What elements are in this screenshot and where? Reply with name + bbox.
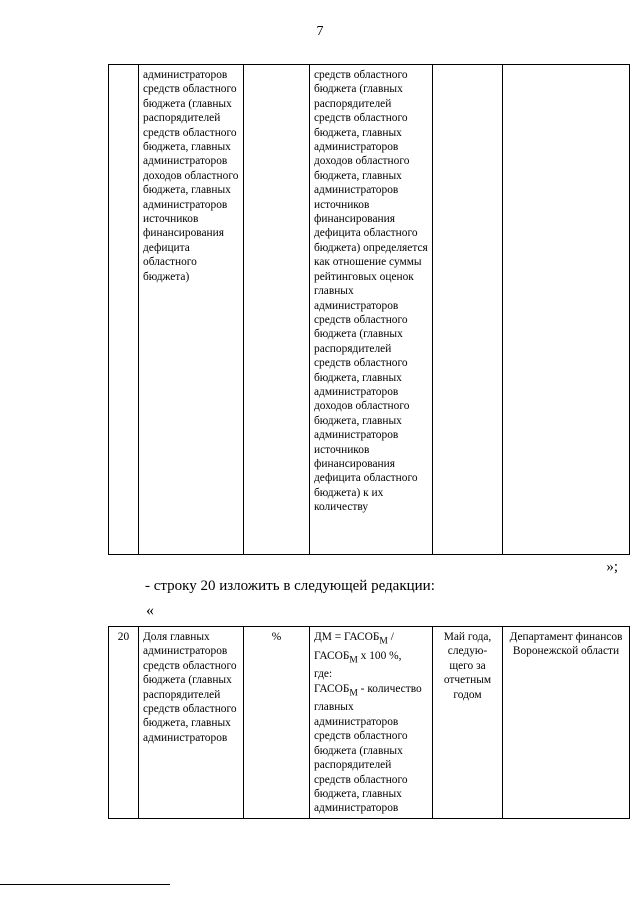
footnote-separator: [0, 884, 170, 885]
formula-subscript: М: [349, 654, 358, 665]
definition-subscript: М: [349, 688, 358, 699]
cell-unit: %: [244, 627, 310, 819]
cell-deadline: Май года, следую-щего за отчетным годом: [433, 627, 503, 819]
cell-responsible: [503, 65, 630, 555]
table-row: [109, 627, 630, 819]
cell-formula: средств областного бюджета (главных распорядителей средств областного бюджета, главных администраторов доходов областного бюджета, главных администраторов источников финансирования дефицита областного бюджета) определяется как отношение суммы рейтинговых оценок главных администраторов средств областного бюджета (главных распорядителей средств областного бюджета, главных администраторов доходов областного бюджета, главных администраторов источников финансирования дефицита областного бюджета) к их количеству: [310, 65, 433, 555]
formula-text: ДМ = ГАСОБ: [314, 631, 380, 643]
indicator-table-continuation: [108, 64, 630, 555]
formula-subscript: М: [379, 636, 388, 647]
opening-quote: «: [146, 602, 154, 619]
indicator-table-row-20: [108, 626, 630, 819]
formula-text: х 100 %,: [357, 649, 402, 662]
cell-formula: [310, 627, 433, 819]
instruction-text: - строку 20 изложить в следующей редакции:: [145, 578, 435, 594]
definition-variable: ГАСОБ: [314, 682, 350, 695]
formula-where: где:: [314, 668, 333, 681]
cell-deadline: [433, 65, 503, 555]
cell-indicator-name: Доля главных администраторов средств областного бюджета (главных распорядителей средств областного бюджета, главных администраторов: [139, 627, 244, 819]
cell-unit: [244, 65, 310, 555]
cell-number: [109, 65, 139, 555]
cell-number: 20: [109, 627, 139, 819]
page-number: 7: [316, 24, 324, 39]
cell-indicator-name: администраторов средств областного бюджета (главных распорядителей средств областного бюджета, главных администраторов доходов областного бюджета, главных администраторов источников финансирования дефицита областного бюджета): [139, 65, 244, 555]
closing-quote: »;: [606, 559, 618, 575]
formula-text: / ГАСОБ: [314, 631, 394, 662]
cell-responsible: Департамент финансов Воронежской области: [503, 627, 630, 819]
definition-text: - количество главных администраторов средств областного бюджета (главных распорядителей средств областного бюджета, главных администраторов: [314, 682, 422, 815]
table-row: [109, 65, 630, 555]
